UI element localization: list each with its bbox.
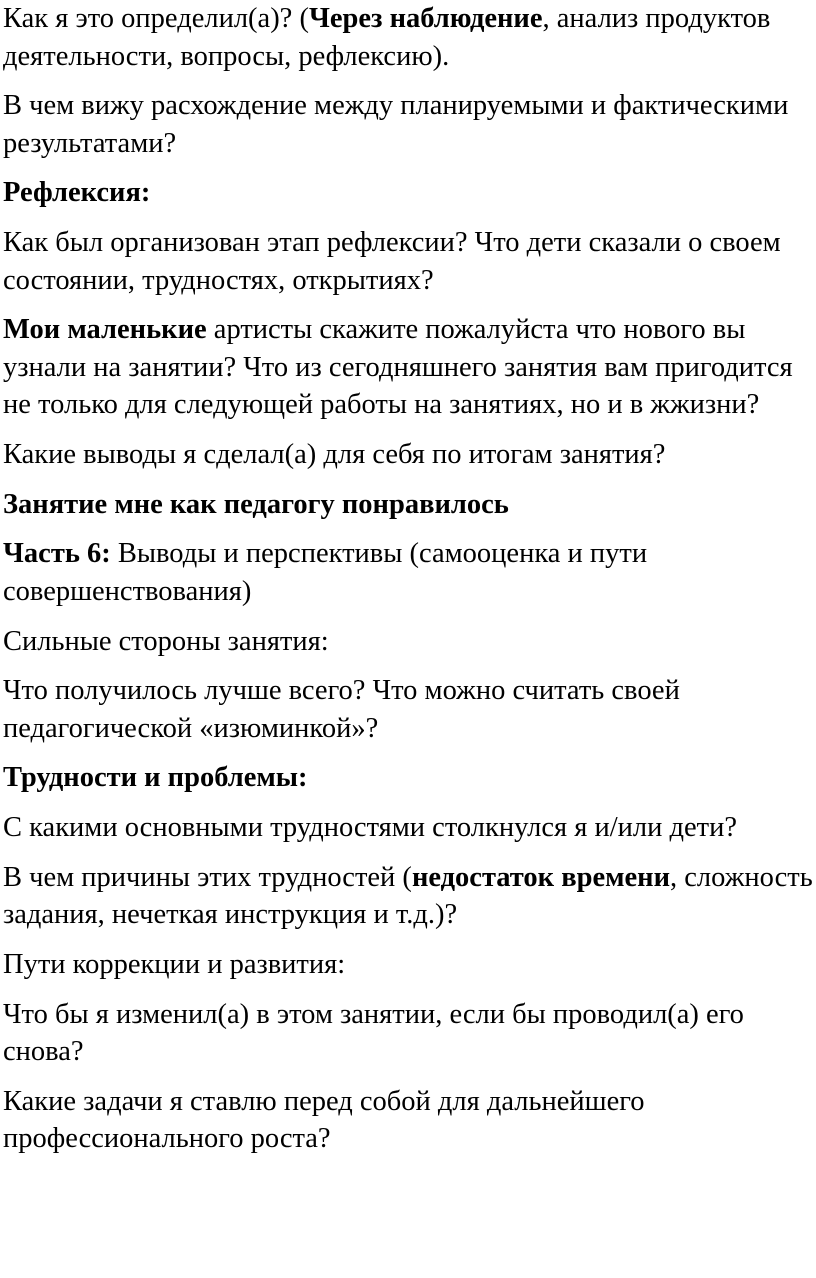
text-run-bold: Мои маленькие <box>3 314 207 346</box>
text-run-bold: Через наблюдение <box>308 3 543 34</box>
paragraph-causes <box>3 859 813 934</box>
text-run: В чем вижу расхождение между планируемыми и фактическими результатами? <box>3 90 789 159</box>
paragraph-change <box>3 996 813 1071</box>
text-run: Как был организован этап рефлексии? Что дети сказали о своем состоянии, трудностях, открытиях? <box>3 227 781 296</box>
paragraph-conclusions <box>3 436 813 474</box>
paragraph-reflection-stage <box>3 224 813 299</box>
text-run-bold: Рефлексия: <box>3 177 151 209</box>
text-run: Пути коррекции и развития: <box>3 948 346 980</box>
text-run-bold: Занятие мне как педагогу понравилось <box>3 488 509 520</box>
heading-part-6 <box>3 535 813 610</box>
text-run: В чем причины этих трудностей ( <box>3 861 412 893</box>
text-run: Какие задачи я ставлю перед собой для дальнейшего профессионального роста? <box>3 1085 645 1155</box>
paragraph-method <box>3 0 813 75</box>
text-run-bold: Часть 6: <box>3 538 111 570</box>
heading-difficulties <box>3 759 813 797</box>
text-run: Как я это определил(а)? ( <box>3 3 309 34</box>
paragraph-strengths <box>3 623 813 661</box>
text-run: Сильные стороны занятия: <box>3 625 329 657</box>
text-run: Выводы и перспективы (самооценка и пути совершенствования) <box>3 538 648 607</box>
paragraph-best <box>3 672 813 747</box>
document-page <box>3 0 813 1170</box>
heading-reflection <box>3 174 813 212</box>
paragraph-little-artists <box>3 311 813 424</box>
text-run-bold: недостаток времени <box>411 861 671 893</box>
text-run: Что получилось лучше всего? Что можно считать своей педагогической «изюминкой»? <box>3 675 680 744</box>
text-run: артисты скажите пожалуйста что нового вы узнали на занятии? Что из сегодняшнего занятия вам пригодится не только для следующей работы на занятиях, но и в жжизни? <box>3 314 793 421</box>
paragraph-discrepancy <box>3 87 813 162</box>
text-run: , сложность задания, нечеткая инструкция и т.д.)? <box>3 861 813 931</box>
text-run: Что бы я изменил(а) в этом занятии, если бы проводил(а) его снова? <box>3 998 744 1068</box>
paragraph-goals <box>3 1083 813 1158</box>
paragraph-correction <box>3 946 813 984</box>
paragraph-liked <box>3 486 813 524</box>
text-run: С какими основными трудностями столкнулся я и/или дети? <box>3 812 737 844</box>
text-run: Какие выводы я сделал(а) для себя по итогам занятия? <box>3 438 666 470</box>
text-run-bold: Трудности и проблемы: <box>3 762 308 794</box>
paragraph-main-difficulties <box>3 809 813 847</box>
text-run: , анализ продуктов деятельности, вопросы, рефлексию). <box>3 3 771 72</box>
